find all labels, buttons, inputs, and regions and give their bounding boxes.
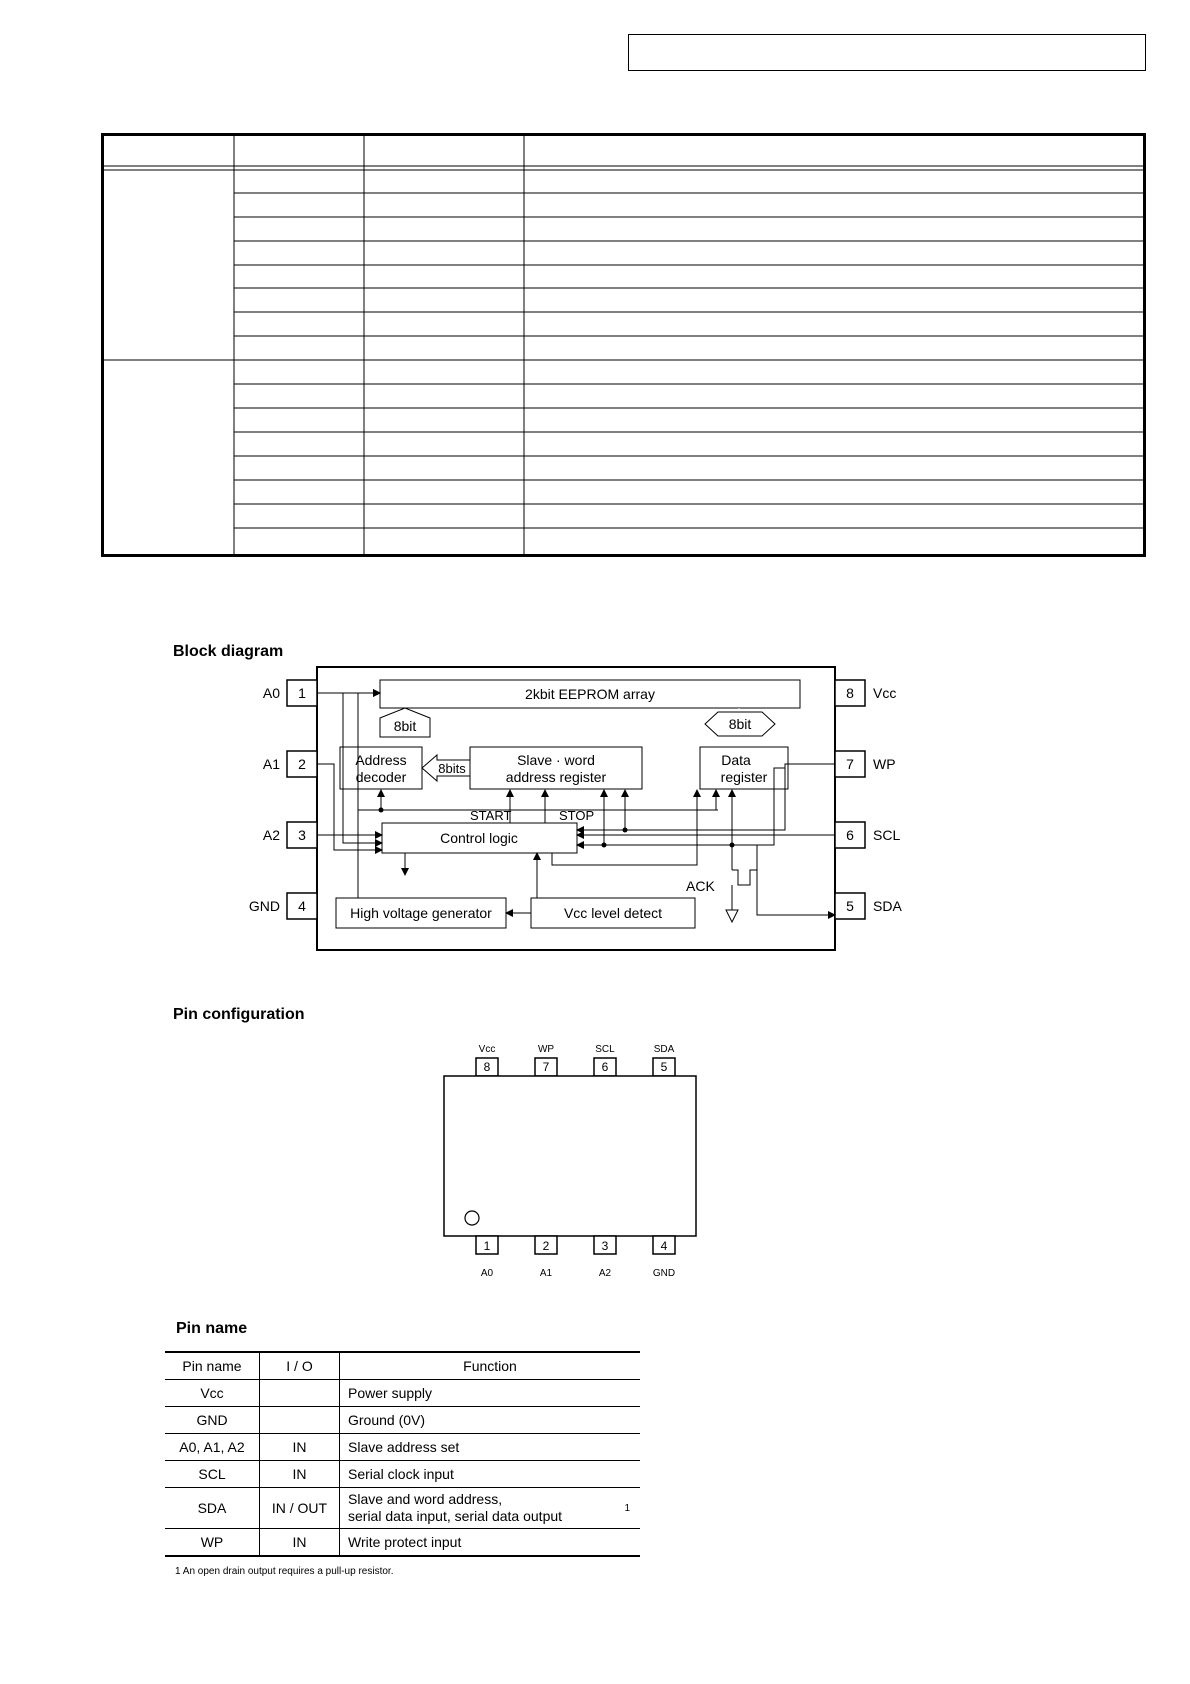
bottom-pin-name-3: A2 — [598, 1268, 612, 1279]
bottom-pin-num-2: 2 — [542, 1239, 550, 1253]
pin-name-table — [165, 1351, 640, 1557]
pin-cell: WP — [165, 1529, 260, 1557]
pin-cell: GND — [165, 1407, 260, 1434]
header-function: Function — [340, 1352, 641, 1380]
bottom-pin-num-1: 1 — [483, 1239, 491, 1253]
function-cell: Ground (0V) — [340, 1407, 641, 1434]
bottom-pin-num-4: 4 — [660, 1239, 668, 1253]
header-box — [628, 34, 1146, 71]
function-cell: Slave address set — [340, 1434, 641, 1461]
bottom-pin-num-3: 3 — [601, 1239, 609, 1253]
io-cell: IN — [260, 1529, 340, 1557]
table-row — [165, 1488, 640, 1529]
pin-cell: Vcc — [165, 1380, 260, 1407]
io-cell — [260, 1380, 340, 1407]
top-pin-num-7: 7 — [542, 1060, 550, 1074]
pin-table-header — [165, 1352, 640, 1380]
function-cell: Serial clock input — [340, 1461, 641, 1488]
data-bus-label: 8bit — [728, 716, 752, 732]
stop-label: STOP — [559, 808, 595, 823]
pin-num-6: 6 — [846, 827, 854, 843]
top-pin-name-8: Vcc — [478, 1044, 496, 1055]
function-cell: Power supply — [340, 1380, 641, 1407]
pin-label-wp: WP — [873, 756, 896, 772]
io-cell: IN — [260, 1461, 340, 1488]
pin-label-gnd: GND — [248, 898, 280, 914]
table-row — [165, 1529, 640, 1557]
hv-generator-label: High voltage generator — [350, 905, 492, 921]
top-pin-name-5: SDA — [653, 1044, 675, 1055]
table-row — [165, 1407, 640, 1434]
top-pin-name-6: SCL — [595, 1044, 615, 1055]
pin-label-vcc: Vcc — [873, 685, 897, 701]
pin-num-1: 1 — [298, 685, 306, 701]
bottom-pin-name-4: GND — [652, 1268, 676, 1279]
footnote-ref: 1 — [624, 1503, 630, 1514]
pin-name-title: Pin name — [176, 1320, 248, 1337]
slave-register-label-2: address register — [505, 769, 607, 785]
header-io: I / O — [260, 1352, 340, 1380]
io-cell — [260, 1407, 340, 1434]
slave-bus-label: 8bits — [438, 761, 466, 776]
data-register-label-1: Data — [721, 752, 751, 768]
io-cell: IN / OUT — [260, 1488, 340, 1529]
vcc-detect-label: Vcc level detect — [563, 905, 663, 921]
pin-cell: SCL — [165, 1461, 260, 1488]
pin-cell: A0, A1, A2 — [165, 1434, 260, 1461]
pin-label-a1: A1 — [262, 756, 280, 772]
pin-label-sda: SDA — [873, 898, 902, 914]
pin-num-4: 4 — [298, 898, 306, 914]
bottom-pin-name-1: A0 — [480, 1268, 494, 1279]
function-line-1: Slave and word address, — [348, 1491, 503, 1507]
address-decoder-label-2: decoder — [355, 769, 407, 785]
io-cell: IN — [260, 1434, 340, 1461]
spec-table — [101, 133, 1146, 557]
pin-config-diagram — [430, 1040, 730, 1300]
start-label: START — [470, 808, 512, 823]
top-pin-num-5: 5 — [660, 1060, 668, 1074]
block-diagram-title: Block diagram — [173, 643, 284, 660]
bottom-pin-name-2: A1 — [539, 1268, 553, 1279]
pin-label-scl: SCL — [873, 827, 901, 843]
slave-register-label-1: Slave · word — [517, 752, 595, 768]
table-row — [165, 1380, 640, 1407]
pin-num-7: 7 — [846, 756, 854, 772]
pin-num-5: 5 — [846, 898, 854, 914]
table-row — [165, 1434, 640, 1461]
function-line-2: serial data input, serial data output — [348, 1508, 563, 1524]
spec-table-grid — [104, 136, 1143, 554]
pin-cell: SDA — [165, 1488, 260, 1529]
top-pin-num-8: 8 — [483, 1060, 491, 1074]
pin-label-a0: A0 — [262, 685, 280, 701]
package-body — [444, 1076, 696, 1236]
pin-label-a2: A2 — [262, 827, 280, 843]
data-register-label-2: register — [720, 769, 768, 785]
ack-label: ACK — [686, 878, 715, 894]
pin-num-3: 3 — [298, 827, 306, 843]
function-cell: Write protect input — [340, 1529, 641, 1557]
function-cell — [340, 1488, 641, 1529]
block-diagram — [230, 660, 930, 960]
addr-bus-label: 8bit — [393, 718, 417, 734]
header-pin-name: Pin name — [165, 1352, 260, 1380]
pin-num-8: 8 — [846, 685, 854, 701]
top-pin-name-7: WP — [537, 1044, 555, 1055]
pin-config-title: Pin configuration — [173, 1006, 305, 1023]
control-logic-label: Control logic — [440, 830, 518, 846]
table-row — [165, 1461, 640, 1488]
top-pin-num-6: 6 — [601, 1060, 609, 1074]
footnote: 1 An open drain output requires a pull-up resistor. — [175, 1566, 394, 1577]
pin-num-2: 2 — [298, 756, 306, 772]
address-decoder-label-1: Address — [355, 752, 407, 768]
eeprom-array-label: 2kbit EEPROM array — [525, 686, 655, 702]
